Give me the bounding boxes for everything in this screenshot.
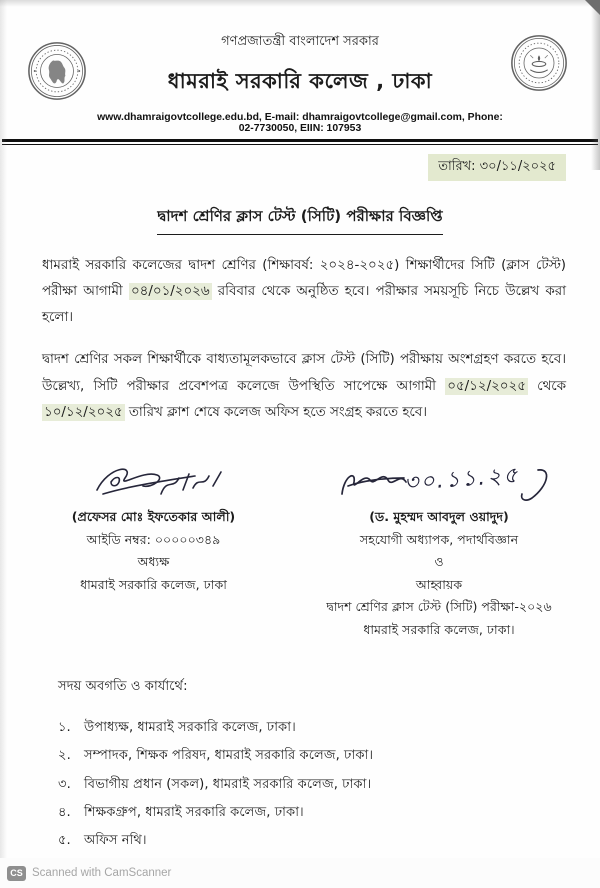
para1-text: ধামরাই সরকারি কলেজের দ্বাদশ শ্রেণির (শিক্ষাবর্ষ: ২০২৪-২০২৫) শিক্ষার্থীদের সিটি (ক্লাস টেস্ট) পরীক্ষা আগামী bbox=[42, 258, 566, 300]
camscanner-watermark-bar bbox=[0, 858, 600, 888]
para2-date-to: ১০/১২/২০২৫ bbox=[44, 404, 123, 420]
signature-section bbox=[46, 460, 570, 642]
convener-designation: সহযোগী অধ্যাপক, পদার্থবিজ্ঞান bbox=[359, 531, 519, 547]
date-row bbox=[0, 145, 600, 181]
list-item-number: ২. bbox=[58, 748, 71, 764]
camscanner-watermark-text: Scanned with CamScanner bbox=[32, 867, 172, 879]
list-item bbox=[58, 742, 600, 770]
contact-line: www.dhamraigovtcollege.edu.bd, E-mail: dhamraigovtcollege@gmail.com, Phone: 02-7730050, EIIN: 107953 bbox=[97, 112, 503, 134]
issue-date: তারিখ: ৩০/১১/২০২৫ bbox=[428, 154, 566, 181]
notice-title: দ্বাদশ শ্রেণির ক্লাস টেস্ট (সিটি) পরীক্ষার বিজ্ঞপ্তি bbox=[157, 205, 442, 235]
convener-org: ধামরাই সরকারি কলেজ, ঢাকা। bbox=[363, 622, 515, 638]
convener-signature-block bbox=[308, 460, 570, 642]
convener-role-detail: দ্বাদশ শ্রেণির ক্লাস টেস্ট (সিটি) পরীক্ষা-২০২৬ bbox=[326, 599, 552, 615]
convener-role: আহ্বায়ক bbox=[415, 576, 463, 592]
principal-id: আইডি নম্বর: ০০০০০৩৪৯ bbox=[86, 531, 221, 547]
principal-org: ধামরাই সরকারি কলেজ, ঢাকা bbox=[80, 576, 227, 592]
convener-name: (ড. মুহম্মদ আবদুল ওয়াদুদ) bbox=[369, 508, 509, 524]
paragraph-exam-announcement bbox=[42, 253, 566, 331]
para2-text-end: তারিখ ক্লাশ শেষে কলেজ অফিস হতে সংগ্রহ করতে হবে। bbox=[124, 404, 427, 420]
para2-text-mid: থেকে bbox=[527, 378, 566, 394]
list-item-text: বিভাগীয় প্রধান (সকল), ধামরাই সরকারি কলেজ, ঢাকা। bbox=[84, 776, 372, 792]
scan-edge-shadow-right bbox=[591, 0, 600, 170]
list-item-number: ৩. bbox=[58, 776, 71, 792]
list-item bbox=[58, 714, 600, 742]
list-item-text: অফিস নথি। bbox=[84, 833, 147, 849]
principal-name: (প্রফেসর মোঃ ইফতেকার আলী) bbox=[71, 508, 236, 524]
list-item bbox=[58, 771, 600, 799]
distribution-section bbox=[58, 676, 600, 856]
convener-signature-scribble-icon bbox=[308, 460, 570, 506]
college-name: ধামরাই সরকারি কলেজ , ঢাকা bbox=[167, 69, 433, 93]
list-item-number: ১. bbox=[58, 719, 71, 735]
handwritten-date: ৩০.১১.২৫ bbox=[403, 462, 521, 496]
list-item-text: শিক্ষকগ্রুপ, ধামরাই সরকারি কলেজ, ঢাকা। bbox=[84, 804, 304, 820]
list-item-number: ৫. bbox=[58, 833, 71, 849]
para2-text: দ্বাদশ শ্রেণির সকল শিক্ষার্থীকে বাধ্যতামূলকভাবে ক্লাস টেস্ট (সিটি) পরীক্ষায় অংশগ্রহণ করতে হবে। উল্লেখ্য, সিটি পরীক্ষার প্রবেশপত্র কলেজে উপস্থিতি সাপেক্ষে আগামী bbox=[42, 352, 566, 394]
list-item bbox=[58, 827, 600, 855]
distribution-heading: সদয় অবগতি ও কার্যার্থে: bbox=[58, 678, 188, 694]
scan-corner-fold bbox=[585, 0, 600, 15]
list-item-text: সম্পাদক, শিক্ষক পরিষদ, ধামরাই সরকারি কলেজ, ঢাকা। bbox=[84, 748, 374, 764]
list-item-text: উপাধ্যক্ষ, ধামরাই সরকারি কলেজ, ঢাকা। bbox=[84, 719, 296, 735]
para1-exam-date: ০৪/০১/২০২৬ bbox=[130, 284, 210, 300]
scan-edge-shadow-left bbox=[0, 0, 7, 858]
letterhead bbox=[0, 0, 600, 134]
principal-designation: অধ্যক্ষ bbox=[137, 554, 170, 570]
conjunction: ও bbox=[434, 554, 444, 570]
camscanner-icon: CS bbox=[7, 866, 26, 881]
principal-signature-block bbox=[46, 460, 261, 642]
government-line: গণপ্রজাতন্ত্রী বাংলাদেশ সরকার bbox=[221, 34, 379, 49]
college-seal-icon bbox=[508, 26, 574, 94]
para2-date-from: ০৫/১২/২০২৫ bbox=[447, 378, 526, 394]
letterhead-text bbox=[92, 26, 508, 134]
paragraph-admit-card bbox=[42, 347, 566, 425]
principal-signature-scribble-icon bbox=[46, 460, 261, 506]
para1-text-end: রবিবার থেকে অনুষ্ঠিত হবে। পরীক্ষার সময়সূচি নিচে উল্লেখ করা হলো। bbox=[42, 284, 567, 326]
bangladesh-government-seal-icon bbox=[26, 26, 92, 102]
scan-edge-shadow-top bbox=[0, 0, 600, 7]
list-item bbox=[58, 799, 600, 827]
list-item-number: ৪. bbox=[58, 804, 71, 820]
